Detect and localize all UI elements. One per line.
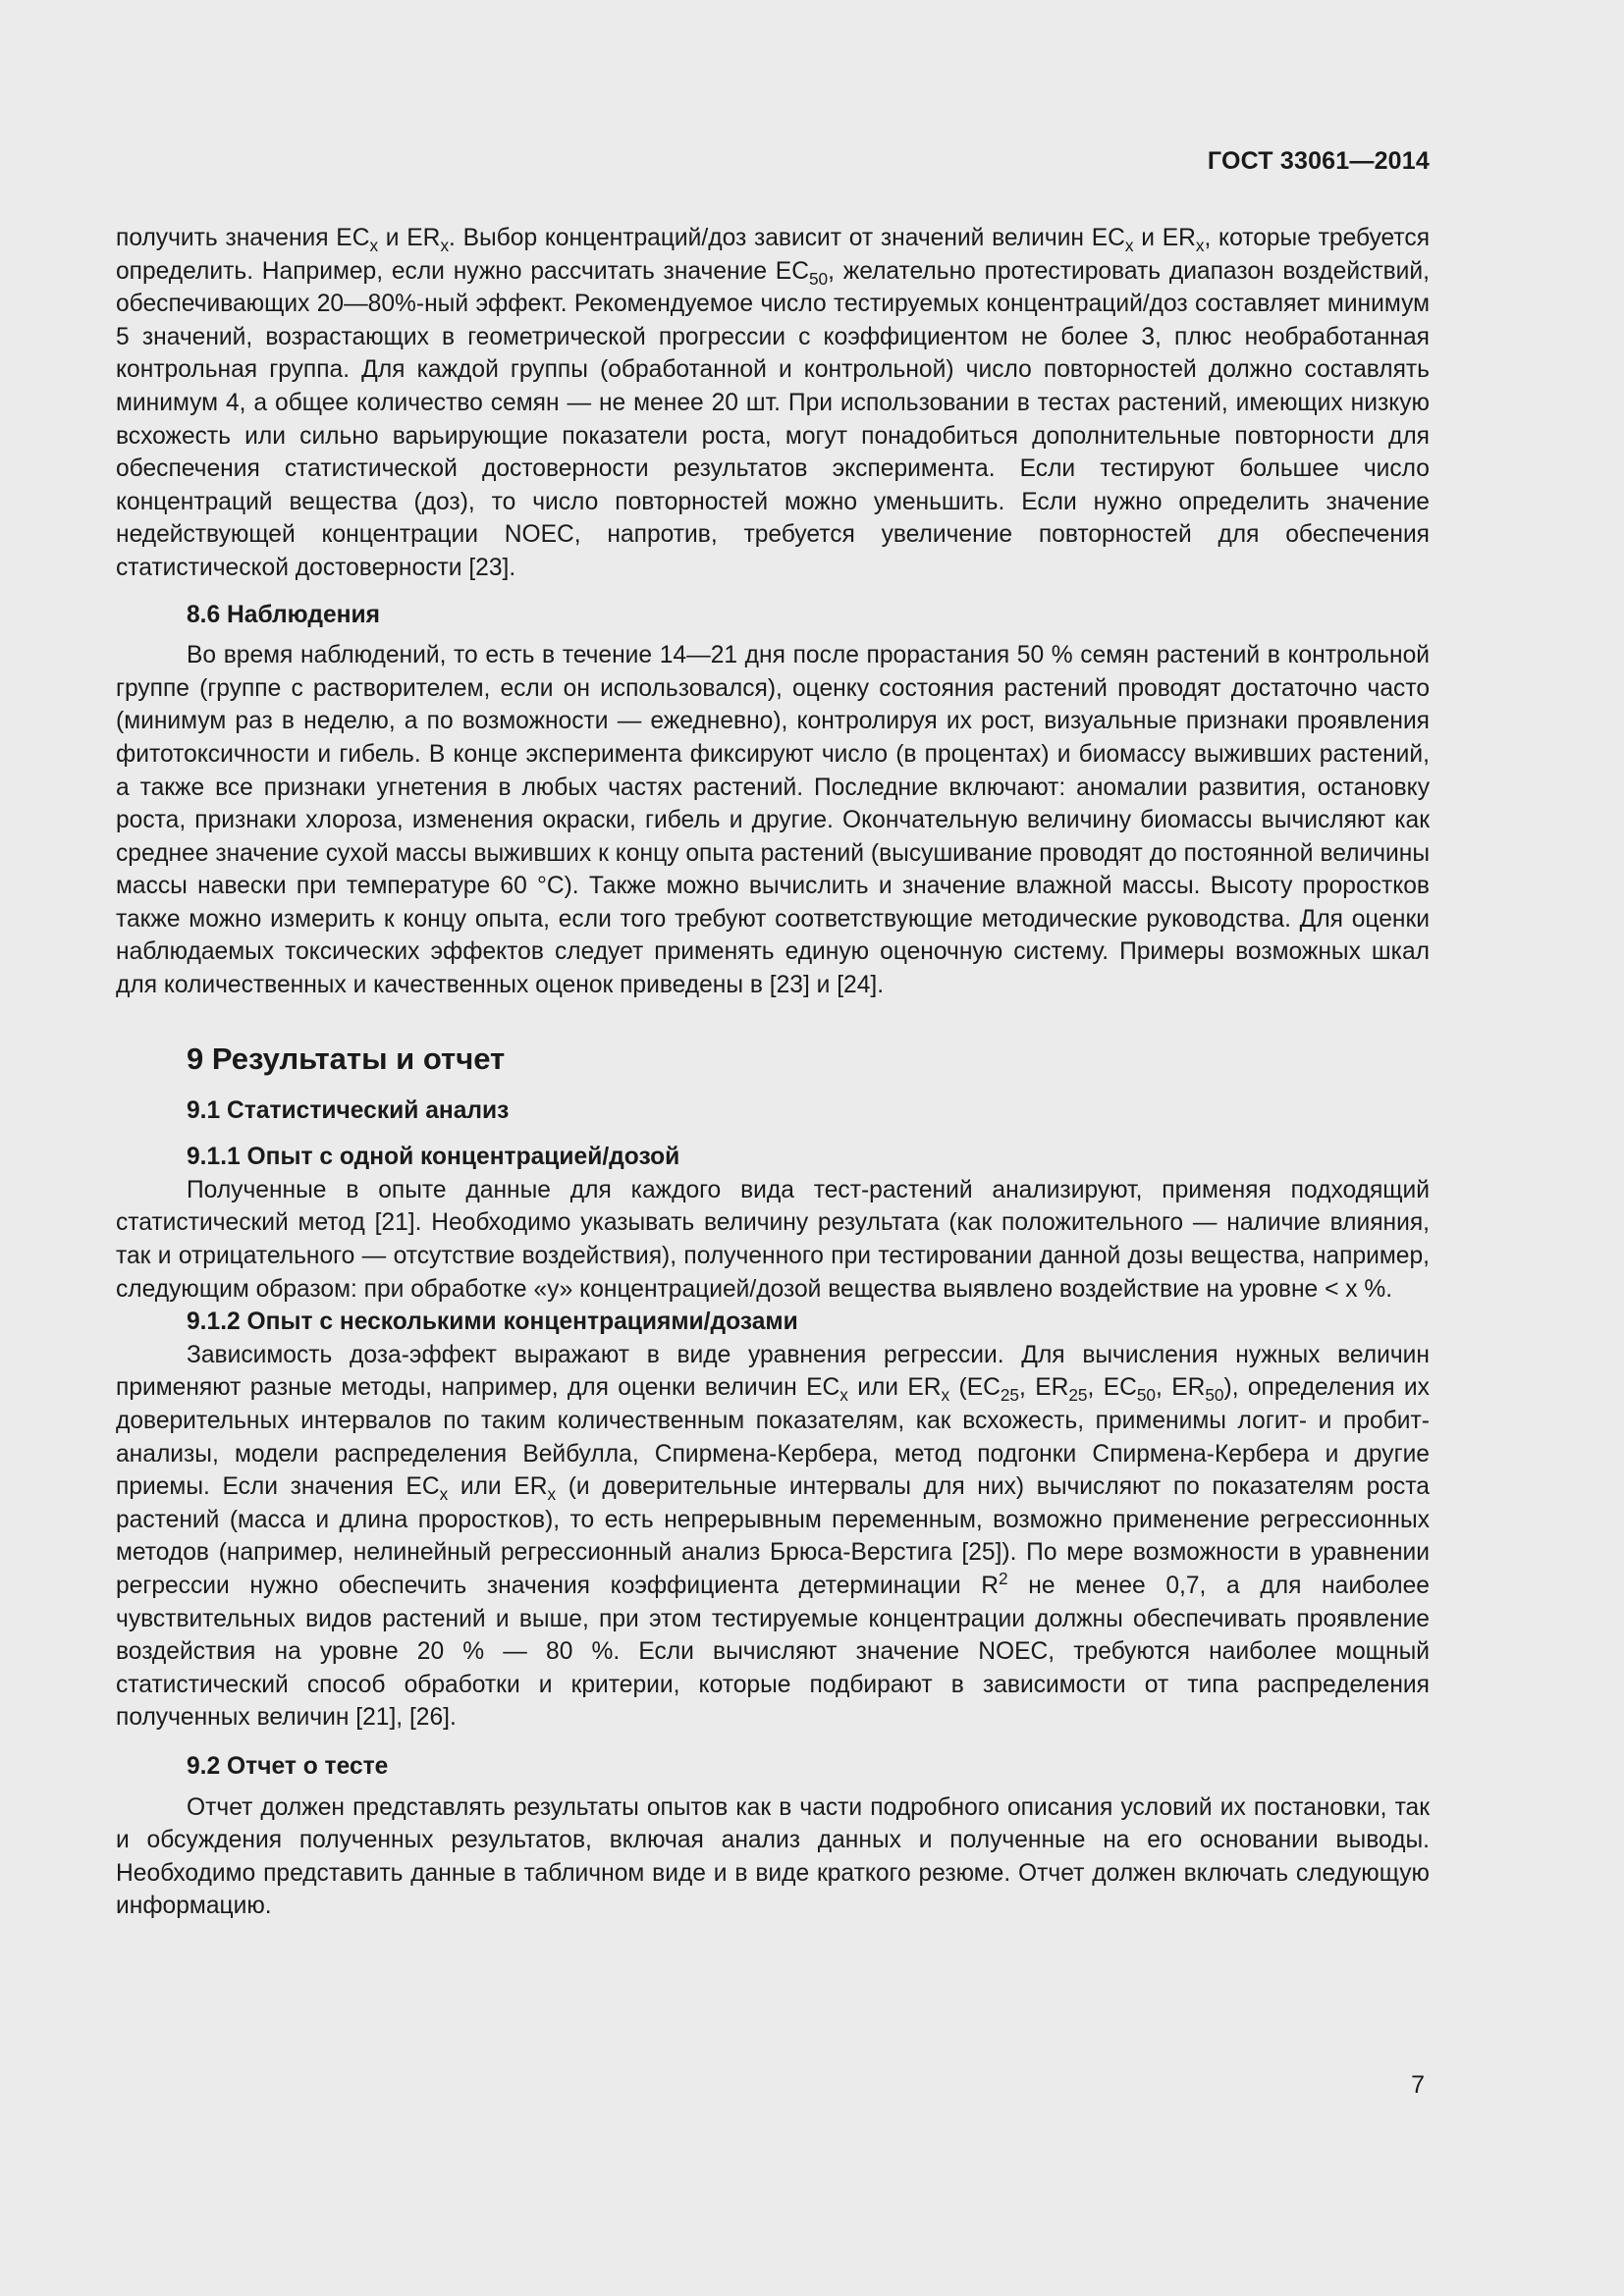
- section-9-2-heading: 9.2 Отчет о тесте: [187, 1752, 389, 1780]
- section-9-1-2-text: Зависимость доза-эффект выражают в виде уравнения регрессии. Для вычисления нужных величин применяют разные методы, например, для оценки величин $EC_x$ или $ER_x$ ($EC_{25}$, $ER_{25}$, $EC_{50}$, $ER_{50}$), определения их доверительных интервалов по таким количественным показателям, как всхожесть, применимы логит- и пробит-анализы, модели распределения Вейбулла, Спирмена-Кербера, метод подгонки Спирмена-Кербера и другие приемы. Если значения $EC_x$ или $ER_x$ (и доверительные интервалы для них) вычисляют по показателям роста растений (масса и длина проростков), то есть непрерывным переменным, возможно применение регрессионных методов (например, нелинейный регрессионный анализ Брюса-Верстига [25]). По мере возможности в уравнении регрессии нужно обеспечить значения коэффициента детерминации $R^2$ не менее 0,7, а для наиболее чувствительных видов растений и выше, при этом тестируемые концентрации должны обеспечивать проявление воздействия на уровне 20 % — 80 %. Если вычисляют значение NOEC, требуются наиболее мощный статистический способ обработки и критерии, которые подбирают в зависимости от типа распределения полученных величин [21], [26].: [116, 1341, 1430, 1732]
- section-8-6-text: Во время наблюдений, то есть в течение 14—21 дня после прорастания 50 % семян растений в контрольной группе (группе с растворителем, если он использовался), оценку состояния растений проводят достаточно часто (минимум раз в неделю, а по возможности — ежедневно), контролируя их рост, визуальные признаки проявления фитотоксичности и гибель. В конце эксперимента фиксируют число (в процентах) и биомассу выживших растений, а также все признаки угнетения в любых частях растений. Последние включают: аномалии развития, остановку роста, признаки хлороза, изменения окраски, гибель и другие. Окончательную величину биомассы вычисляют как среднее значение сухой массы выживших к концу опыта растений (высушивание проводят до постоянной величины массы навески при температуре 60 °C). Также можно вычислить и значение влажной массы. Высоту проростков также можно измерить к концу опыта, если того требуют соответствующие методические руководства. Для оценки наблюдаемых токсических эффектов следует применять единую оценочную систему. Примеры возможных шкал для количественных и качественных оценок приведены в [23] и [24].: [116, 642, 1430, 999]
- document-body: [116, 222, 1430, 1923]
- section-9-1-2-heading: 9.1.2 Опыт с несколькими концентрациями/дозами: [187, 1308, 798, 1336]
- section-9-1-1-heading: 9.1.1 Опыт с одной концентрацией/дозой: [187, 1144, 680, 1171]
- page-number: 7: [1411, 2071, 1425, 2099]
- paragraph-continuation: получить значения $EC_x$ и $ER_x$. Выбор концентраций/доз зависит от значений величин $EC_x$ и $ER_x$, которые требуется определить. Например, если нужно рассчитать значение $EC_{50}$, желательно протестировать диапазон воздействий, обеспечивающих 20—80%-ный эффект. Рекомендуемое число тестируемых концентраций/доз составляет минимум 5 значений, возрастающих в геометрической прогрессии с коэффициентом не более 3, плюс необработанная контрольная группа. Для каждой группы (обработанной и контрольной) число повторностей должно составлять минимум 4, а общее количество семян — не менее 20 шт. При использовании в тестах растений, имеющих низкую всхожесть или сильно варьирующие показатели роста, могут понадобиться дополнительные повторности для обеспечения статистической достоверности результатов эксперимента. Если тестируют большее число концентраций вещества (доз), то число повторностей можно уменьшить. Если нужно определить значение недействующей концентрации NOEC, напротив, требуется увеличение повторностей для обеспечения статистической достоверности [23].: [116, 225, 1431, 581]
- document-header: ГОСТ 33061—2014: [1207, 147, 1430, 175]
- section-9-heading: 9 Результаты и отчет: [187, 1041, 506, 1076]
- section-9-2-text: Отчет должен представлять результаты опытов как в части подробного описания условий их постановки, так и обсуждения полученных результатов, включая анализ данных и полученные на его основании выводы. Необходимо представить данные в табличном виде и в виде краткого резюме. Отчет должен включать следующую информацию.: [116, 1793, 1430, 1920]
- section-9-1-1-text: Полученные в опыте данные для каждого вида тест-растений анализируют, применяя подходящий статистический метод [21]. Необходимо указывать величину результата (как положительного — наличие влияния, так и отрицательного — отсутствие воздействия), полученного при тестировании данной дозы вещества, например, следующим образом: при обработке «у» концентрацией/дозой вещества выявлено воздействие на уровне < х %.: [116, 1176, 1430, 1303]
- section-8-6-heading: 8.6 Наблюдения: [187, 601, 380, 628]
- section-9-1-heading: 9.1 Статистический анализ: [187, 1096, 510, 1124]
